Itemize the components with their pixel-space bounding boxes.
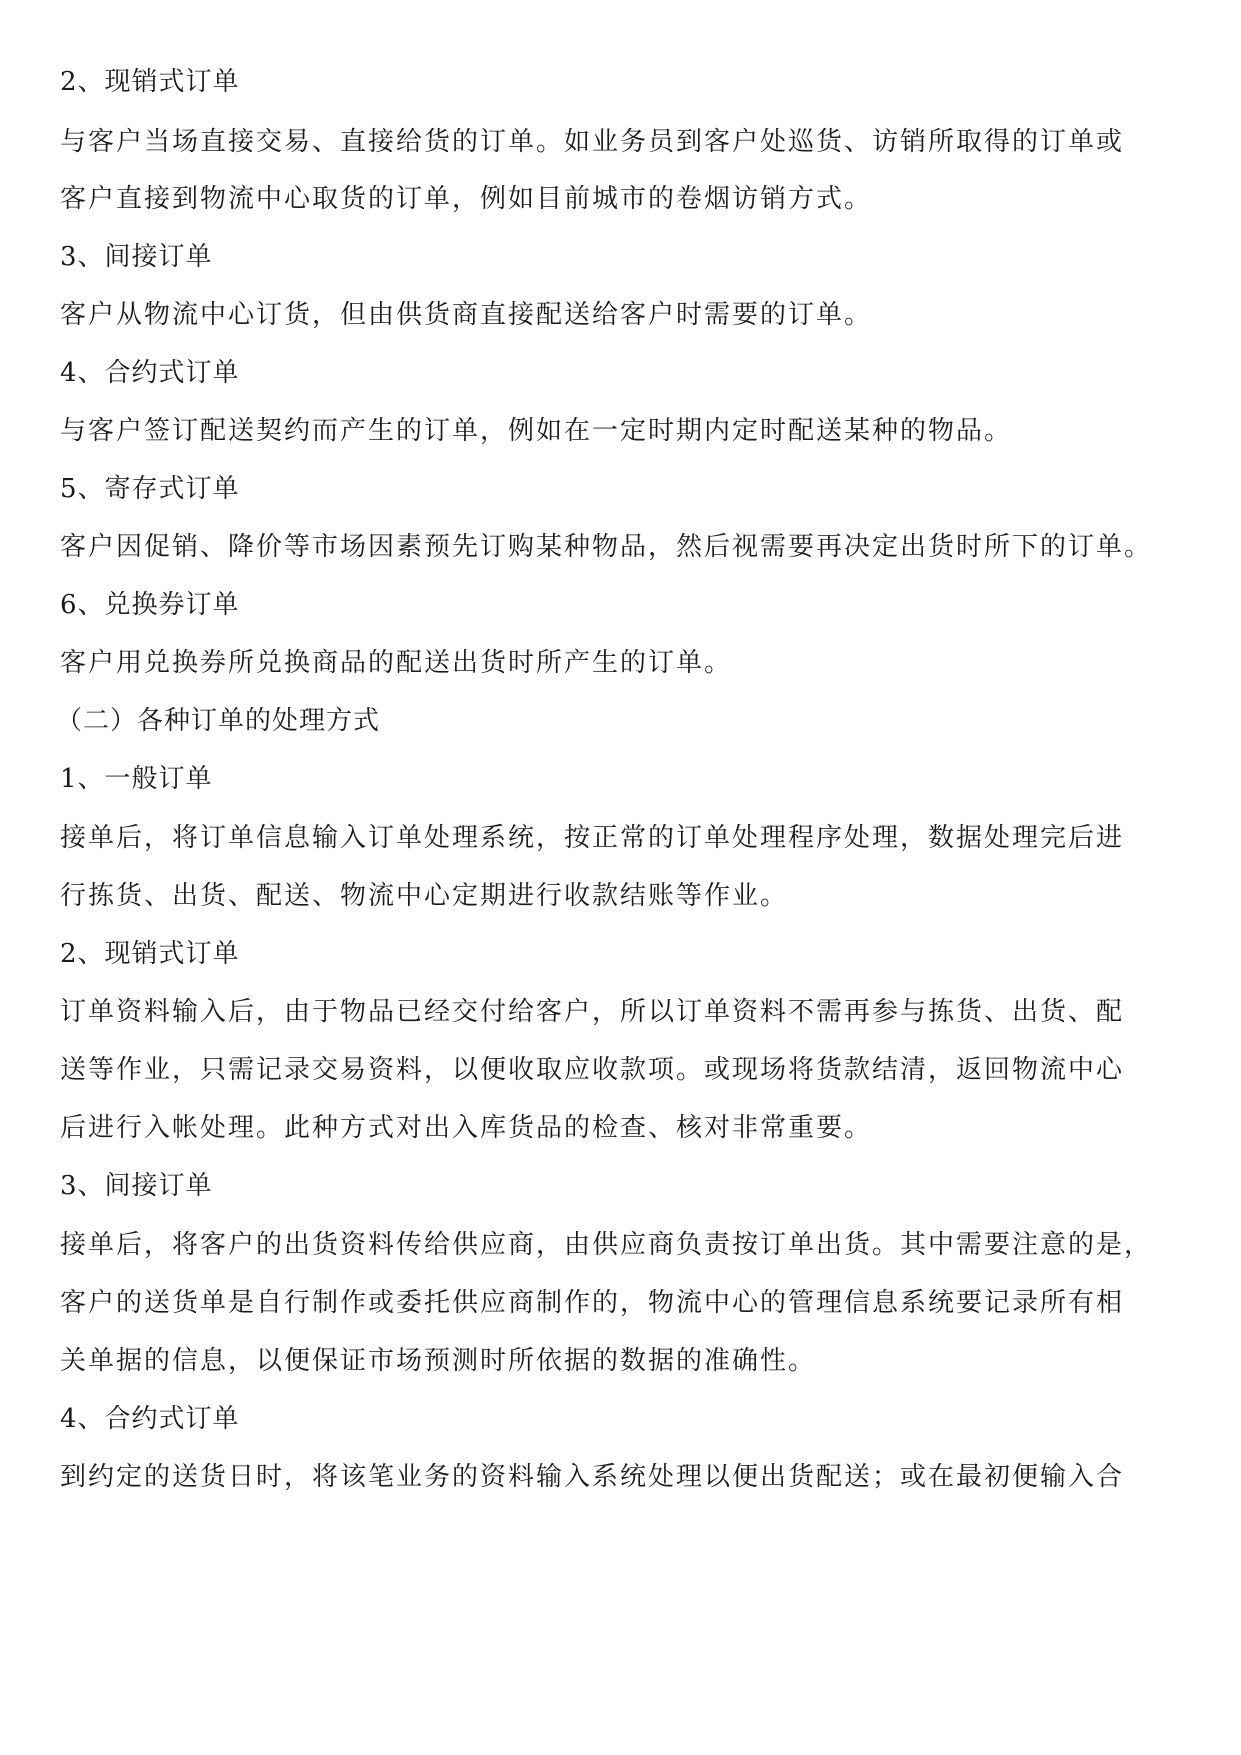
heading-consignment-order: 5、寄存式订单 bbox=[60, 474, 240, 504]
paragraph-line: 客户的送货单是自行制作或委托供应商制作的，物流中心的管理信息系统要记录所有相 bbox=[60, 1288, 1125, 1318]
paragraph-line: 订单资料输入后，由于物品已经交付给客户，所以订单资料不需再参与拣货、出货、配 bbox=[60, 997, 1125, 1027]
paragraph-line: 客户直接到物流中心取货的订单，例如目前城市的卷烟访销方式。 bbox=[60, 184, 873, 214]
paragraph-line: 与客户签订配送契约而产生的订单，例如在一定时期内定时配送某种的物品。 bbox=[60, 416, 1013, 446]
heading-cash-sale-order: 2、现销式订单 bbox=[60, 67, 240, 97]
heading-cash-sale-order: 2、现销式订单 bbox=[60, 939, 240, 969]
paragraph-line: 到约定的送货日时，将该笔业务的资料输入系统处理以便出货配送；或在最初便输入合 bbox=[60, 1462, 1125, 1492]
section-heading-processing-methods: （二）各种订单的处理方式 bbox=[56, 706, 381, 736]
paragraph-line: 行拣货、出货、配送、物流中心定期进行收款结账等作业。 bbox=[60, 881, 789, 911]
paragraph-line: 送等作业，只需记录交易资料，以便收取应收款项。或现场将货款结清，返回物流中心 bbox=[60, 1055, 1125, 1085]
paragraph-line: 与客户当场直接交易、直接给货的订单。如业务员到客户处巡货、访销所取得的订单或 bbox=[60, 127, 1125, 157]
paragraph-line: 后进行入帐处理。此种方式对出入库货品的检查、核对非常重要。 bbox=[60, 1113, 873, 1143]
heading-indirect-order: 3、间接订单 bbox=[60, 1171, 213, 1201]
paragraph-line: 接单后，将客户的出货资料传给供应商，由供应商负责按订单出货。其中需要注意的是， bbox=[60, 1230, 1153, 1260]
paragraph-line: 客户用兑换券所兑换商品的配送出货时所产生的订单。 bbox=[60, 648, 733, 678]
heading-indirect-order: 3、间接订单 bbox=[60, 242, 213, 272]
heading-voucher-order: 6、兑换券订单 bbox=[60, 590, 240, 620]
heading-general-order: 1、一般订单 bbox=[60, 764, 213, 794]
heading-contract-order: 4、合约式订单 bbox=[60, 1404, 240, 1434]
paragraph-line: 客户因促销、降价等市场因素预先订购某种物品，然后视需要再决定出货时所下的订单。 bbox=[60, 532, 1153, 562]
paragraph-line: 客户从物流中心订货，但由供货商直接配送给客户时需要的订单。 bbox=[60, 300, 873, 330]
paragraph-line: 关单据的信息，以便保证市场预测时所依据的数据的准确性。 bbox=[60, 1346, 817, 1376]
heading-contract-order: 4、合约式订单 bbox=[60, 358, 240, 388]
paragraph-line: 接单后，将订单信息输入订单处理系统，按正常的订单处理程序处理，数据处理完后进 bbox=[60, 823, 1125, 853]
